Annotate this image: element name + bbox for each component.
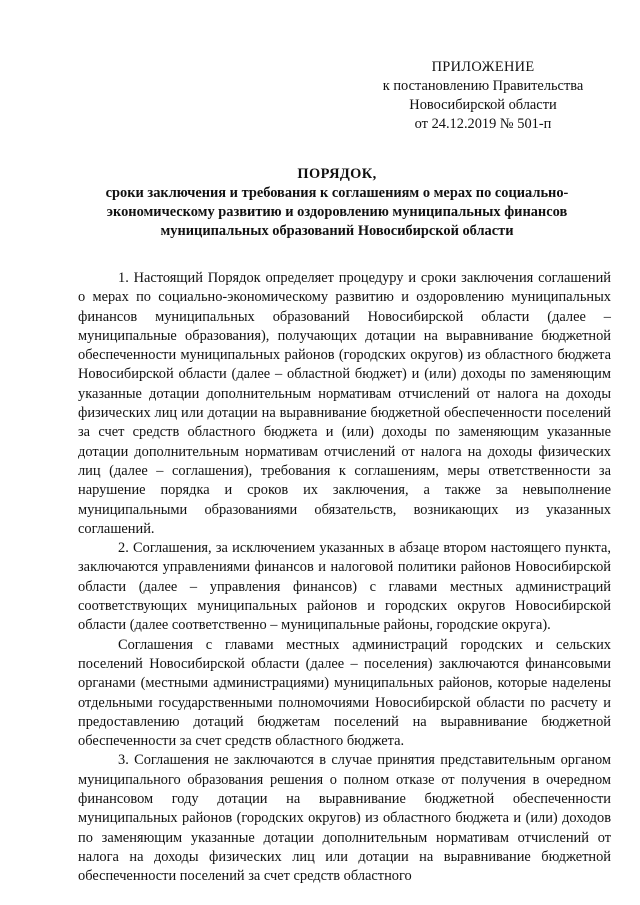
paragraph-1: 1. Настоящий Порядок определяет процедуру и сроки заключения соглашений о мерах по социально-экономическому развитию и оздоровлению муниципальных финансов муниципальных образований Новосибирской области (далее – муниципальные образования), получающих дотации на выравнивание бюджетной обеспеченности муниципальных районов (городских округов) из областного бюджета Новосибирской области (далее – областной бюджет) и (или) доходы по заменяющим указанные дотации дополнительным нормативам отчислений от налога на доходы физических лиц или дотации на выравнивание бюджетной обеспеченности поселений за счет средств областного бюджета и (или) доходы по заменяющим указанные дотации дополнительным нормативам отчислений от налога на доходы физических лиц (далее – соглашения), требования к соглашениям, меры ответственности за нарушение порядка и сроков их заключения, а также за невыполнение муниципальными образованиями обязательств, возникающих из указанных соглашений.: [78, 270, 611, 537]
document-body: [78, 269, 611, 887]
appendix-block: [360, 58, 606, 134]
paragraph-3: Соглашения с главами местных администраций городских и сельских поселений Новосибирской области (далее – поселения) заключаются финансовыми органами (местными администрациями) муниципальных районов, которые наделены отдельными государственными полномочиями Новосибирской области по расчету и предоставлению дотаций бюджетам поселений на выравнивание бюджетной обеспеченности за счет средств областного бюджета.: [78, 636, 611, 750]
heading-line-1: сроки заключения и требования к соглашениям о мерах по социально-: [105, 185, 569, 201]
appendix-line-1: к постановлению Правительства: [382, 78, 584, 94]
appendix-line-3: от 24.12.2019 № 501-п: [414, 116, 552, 132]
document-title: ПОРЯДОК,: [297, 166, 377, 182]
appendix-line-2: Новосибирской области: [409, 97, 557, 113]
heading-line-3: муниципальных образований Новосибирской области: [160, 223, 514, 239]
paragraph-2: 2. Соглашения, за исключением указанных в абзаце втором настоящего пункта, заключаются управлениями финансов и налоговой политики районов Новосибирской области (далее – управления финансов) с главами местных администраций соответствующих муниципальных районов и городских округов Новосибирской области (далее соответственно – муниципальные районы, городские округа).: [78, 540, 611, 634]
heading-line-2: экономическому развитию и оздоровлению муниципальных финансов: [106, 204, 568, 220]
document-heading: [72, 165, 602, 241]
appendix-title: ПРИЛОЖЕНИЕ: [431, 59, 535, 75]
paragraph-4: 3. Соглашения не заключаются в случае принятия представительным органом муниципального образования решения о полном отказе от получения в очередном финансовом году дотации на выравнивание бюджетной обеспеченности муниципальных районов (городских округов) из областного бюджета и (или) доходов по заменяющим указанные дотации дополнительным нормативам отчислений от налога на доходы физических лиц или дотации на выравнивание бюджетной обеспеченности поселений за счет средств областного: [78, 752, 611, 885]
